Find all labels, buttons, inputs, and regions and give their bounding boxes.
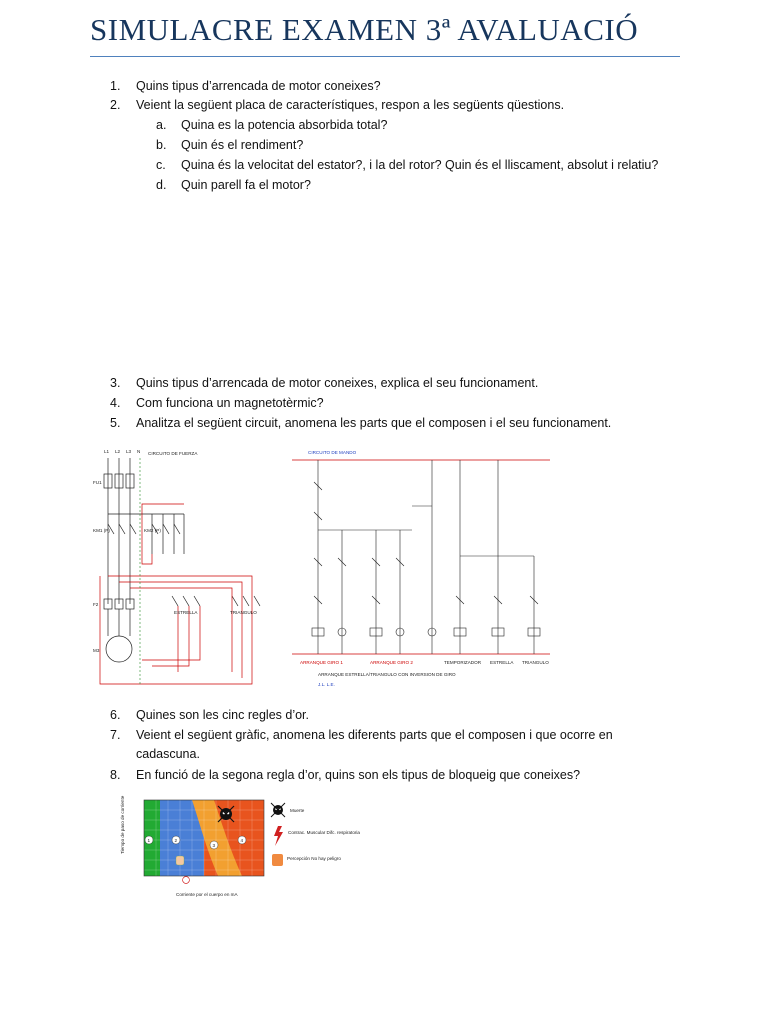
chart-y-label: Tiempo de paso de corriente xyxy=(120,795,125,854)
subquestion-c: c. Quina és la velocitat del estator?, i la del rotor? Quin és el lliscament, absolut i relatiu? xyxy=(156,158,659,172)
subquestion-b: b. Quin és el rendiment? xyxy=(156,138,304,152)
subquestion-a: a. Quina es la potencia absorbida total? xyxy=(156,118,388,132)
legend-hand-icon xyxy=(272,854,283,866)
hand-icon xyxy=(176,856,184,865)
svg-text:3: 3 xyxy=(212,843,216,848)
power-circuit-diagram xyxy=(92,444,272,688)
svg-text:F2: F2 xyxy=(93,602,99,607)
svg-text:ESTRELLA: ESTRELLA xyxy=(174,610,198,615)
svg-text:M3: M3 xyxy=(93,648,100,653)
svg-text:L2: L2 xyxy=(115,449,121,454)
svg-text:TRIANGULO: TRIANGULO xyxy=(522,660,549,665)
question-2: 2. Veient la següent placa de característiques, respon a les següents qüestions. xyxy=(110,98,565,112)
svg-text:Contrac. Muscular Difc. respir: Contrac. Muscular Difc. respiratoria xyxy=(288,830,360,835)
question-1: 1. Quins tipus d’arrencada de motor coneixes? xyxy=(110,79,381,93)
svg-text:4: 4 xyxy=(240,838,244,843)
svg-text:Percepción No hay peligro: Percepción No hay peligro xyxy=(287,856,341,861)
svg-text:KM1 (P): KM1 (P) xyxy=(93,528,110,533)
svg-text:ARRANQUE GIRO 1: ARRANQUE GIRO 1 xyxy=(300,660,343,665)
svg-text:KM2 (P): KM2 (P) xyxy=(144,528,161,533)
legend-skull-icon xyxy=(271,803,285,817)
svg-text:N: N xyxy=(137,449,141,454)
question-8: 8. En funció de la segona regla d’or, quins son els tipus de bloqueig que coneixes? xyxy=(110,768,581,782)
question-5: 5. Analitza el següent circuit, anomena les parts que el composen i el seu funcionament. xyxy=(110,416,612,430)
svg-text:L3: L3 xyxy=(126,449,132,454)
question-6: 6. Quines son les cinc regles d’or. xyxy=(110,708,310,722)
control-circuit-diagram xyxy=(284,446,552,690)
current-safety-chart xyxy=(118,794,360,902)
subquestion-d: d. Quin parell fa el motor? xyxy=(156,178,311,192)
svg-text:2: 2 xyxy=(174,838,178,843)
svg-text:ARRANQUE ESTRELLA/TRIANGULO CO: ARRANQUE ESTRELLA/TRIANGULO CON INVERSION DE GIRO xyxy=(318,672,456,677)
svg-text:J.L. L.E.: J.L. L.E. xyxy=(318,682,335,687)
skull-icon xyxy=(218,806,234,822)
svg-text:ARRANQUE GIRO 2: ARRANQUE GIRO 2 xyxy=(370,660,413,665)
svg-text:TRIANGULO: TRIANGULO xyxy=(230,610,257,615)
control-circuit-title: CIRCUITO DE MANDO xyxy=(308,450,357,455)
chart-x-label: Corriente por el cuerpo en mA xyxy=(176,892,238,897)
svg-text:Muerte: Muerte xyxy=(290,808,305,813)
question-3: 3. Quins tipus d’arrencada de motor coneixes, explica el seu funcionament. xyxy=(110,376,539,390)
power-circuit-title: CIRCUITO DE FUERZA xyxy=(148,451,198,456)
title-divider xyxy=(90,56,680,57)
svg-text:TEMPORIZADOR: TEMPORIZADOR xyxy=(444,660,482,665)
svg-text:1: 1 xyxy=(147,838,151,843)
svg-text:ESTRELLA: ESTRELLA xyxy=(490,660,514,665)
page-title: SIMULACRE EXAMEN 3ª AVALUACIÓ xyxy=(90,12,639,47)
question-7-continuation: cadascuna. xyxy=(136,747,200,761)
question-7: 7. Veient el següent gràfic, anomena les diferents parts que el composen i que ocorre en xyxy=(110,728,613,742)
svg-text:FU1: FU1 xyxy=(93,480,102,485)
question-4: 4. Com funciona un magnetotèrmic? xyxy=(110,396,324,410)
svg-text:L1: L1 xyxy=(104,449,110,454)
